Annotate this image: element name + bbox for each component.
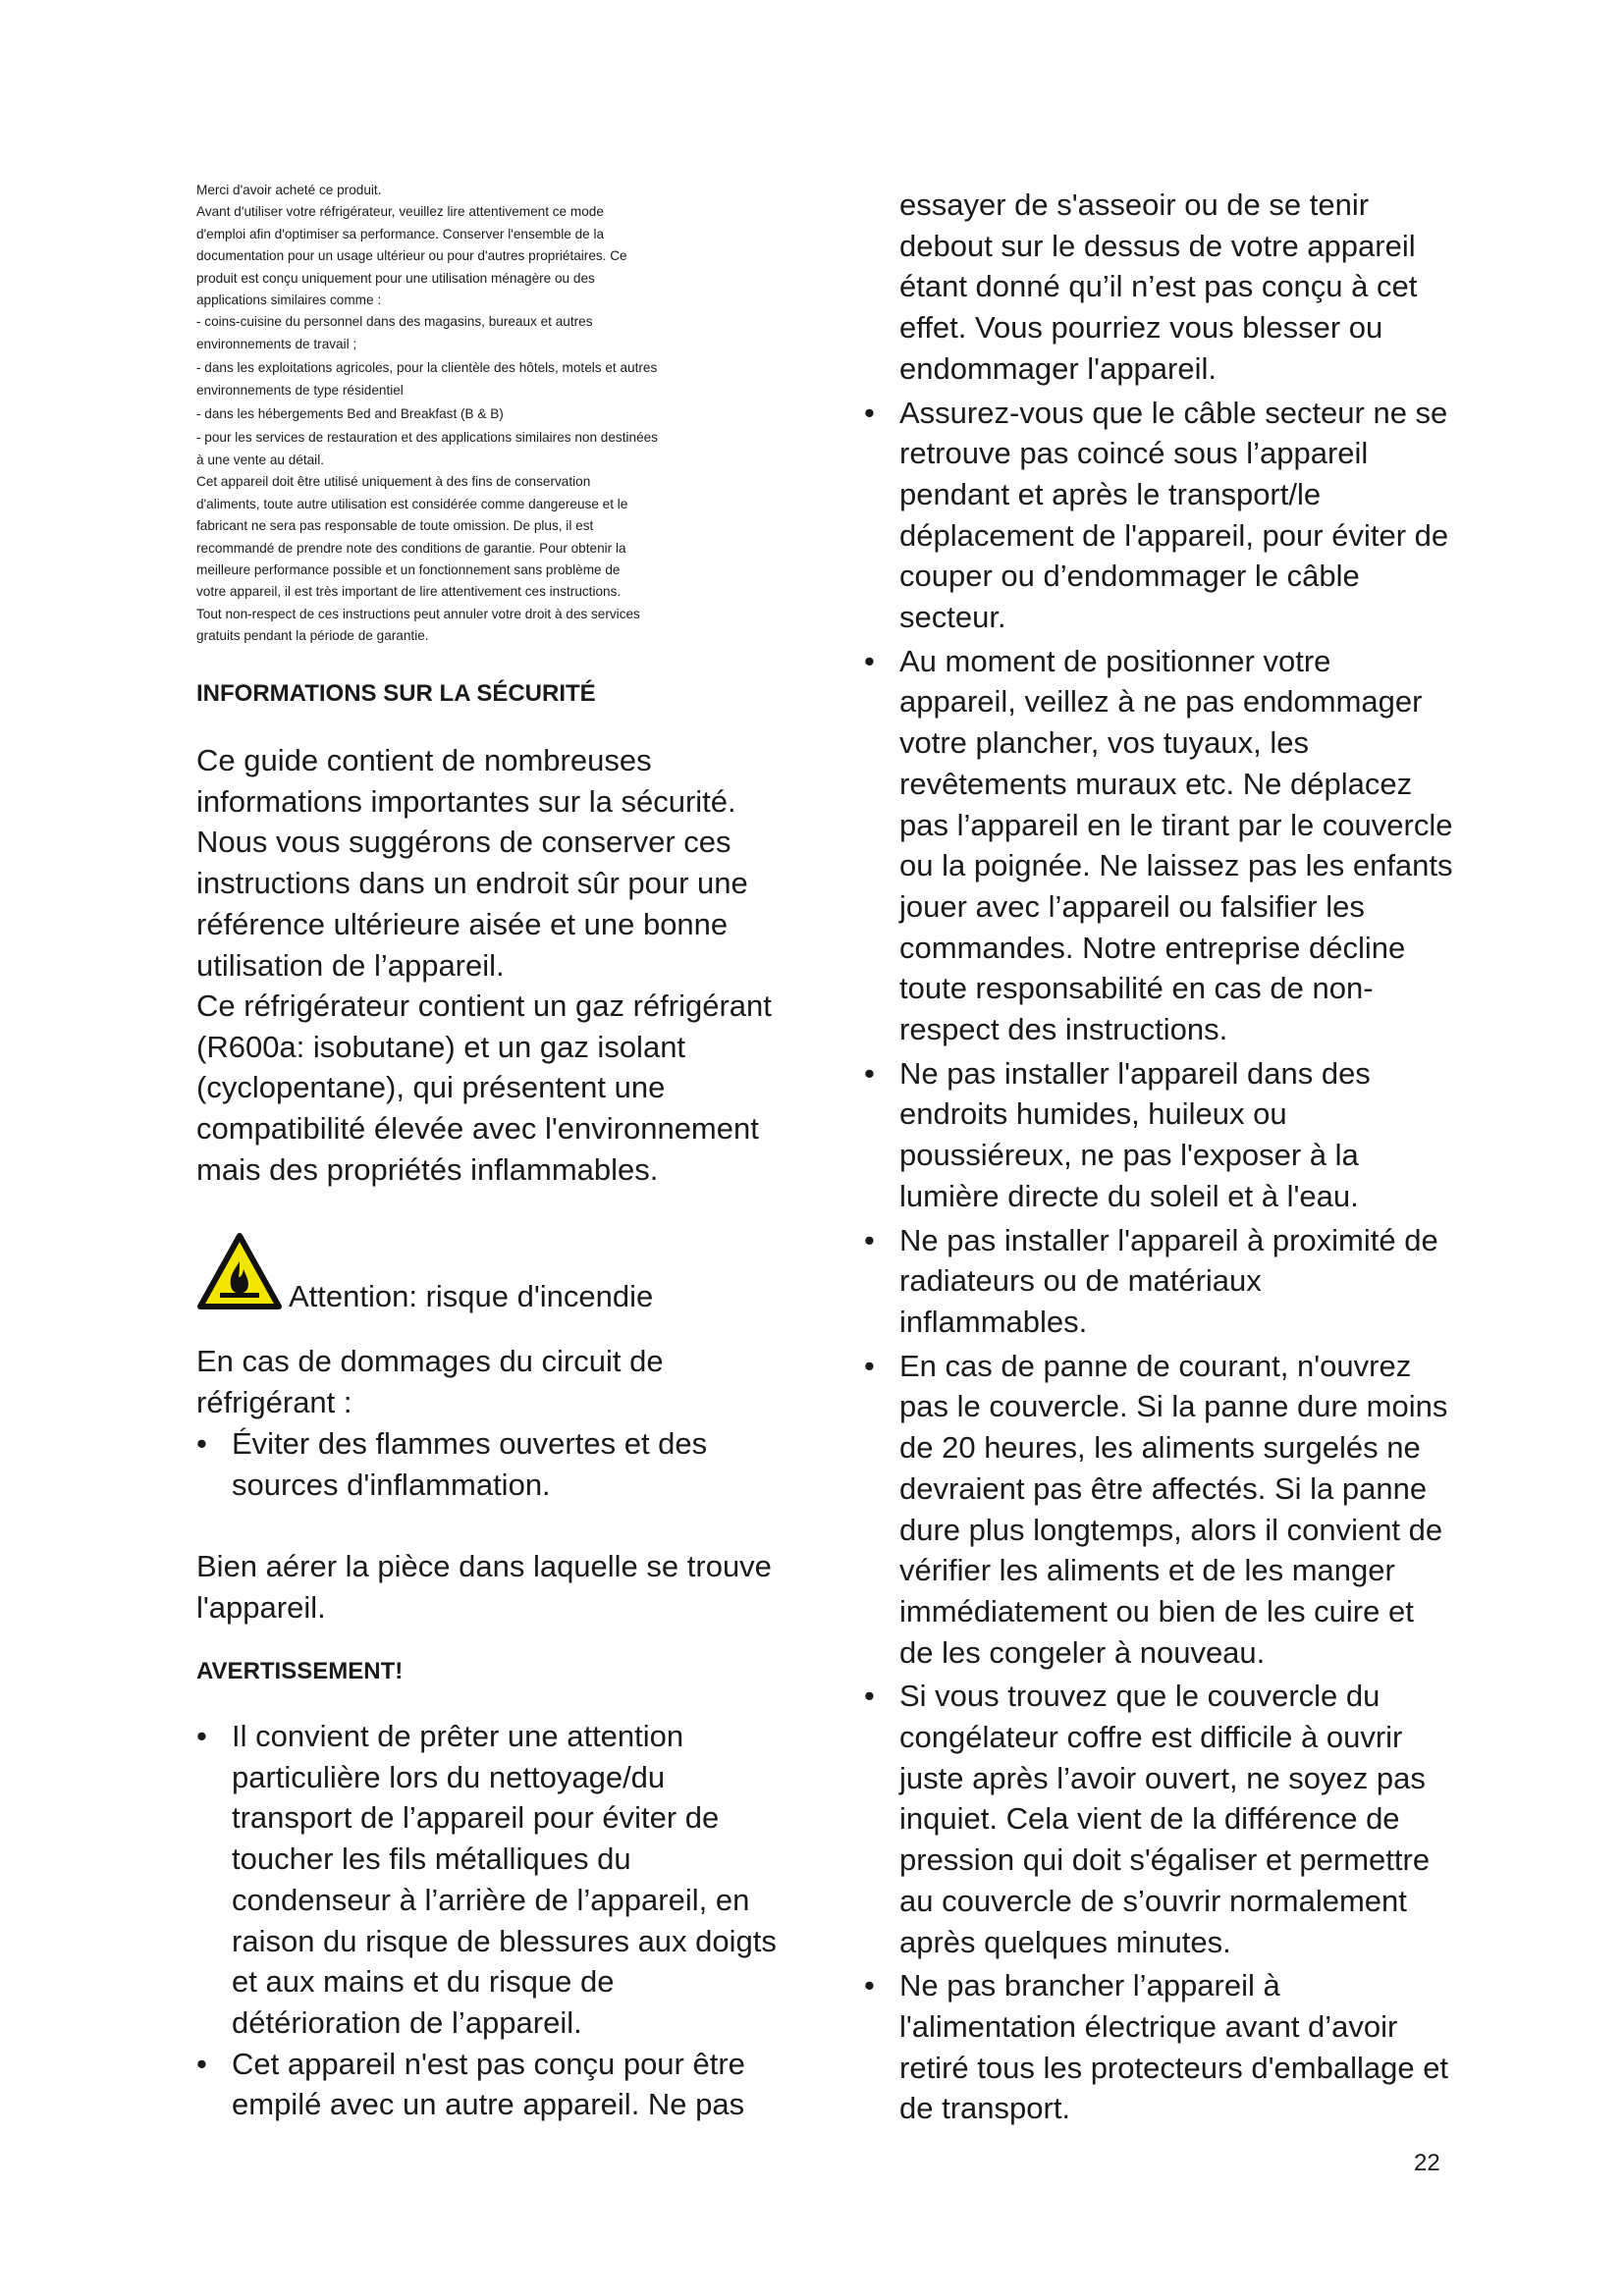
- intro-line: meilleure performance possible et un fonctionnement sans problème de: [196, 561, 621, 577]
- intro-line: à une vente au détail.: [196, 452, 324, 467]
- intro-line: votre appareil, il est très important de lire attentivement ces instructions.: [196, 584, 622, 600]
- right-bullet-list: [864, 185, 1453, 2132]
- aerate-paragraph: Bien aérer la pièce dans laquelle se trouve l'appareil.: [196, 1549, 772, 1625]
- damage-bullet-list: [196, 1423, 785, 1505]
- intro-line: applications similaires comme :: [196, 293, 382, 308]
- intro-line: produit est conçu uniquement pour une utilisation ménagère ou des: [196, 270, 595, 286]
- list-item: • Au moment de positionner votre appareil, veillez à ne pas endommager votre plancher, vos tuyaux, les revêtements muraux etc. Ne déplacez pas l’appareil en le tirant par le couvercle ou la poignée. Ne laissez pas les enfants jouer avec l’appareil ou falsifier les commandes. Notre entreprise décline toute responsabilité en cas de non-respect des instructions.: [864, 641, 1453, 1050]
- intro-line: Avant d'utiliser votre réfrigérateur, veuillez lire attentivement ce mode: [196, 204, 604, 220]
- intro-line: Tout non-respect de ces instructions peut annuler votre droit à des services: [196, 606, 640, 621]
- refrigerant-paragraph: Ce réfrigérateur contient un gaz réfrigérant (R600a: isobutane) et un gaz isolant (cyclopentane), qui présentent une compatibilité élevée avec l'environnement mais des propriétés inflammables.: [196, 988, 772, 1187]
- list-item: • Ne pas installer l'appareil à proximité de radiateurs ou de matériaux inflammables.: [864, 1220, 1453, 1343]
- intro-line: fabricant ne sera pas responsable de toute omission. De plus, il est: [196, 518, 594, 534]
- fire-warning-row: [196, 1232, 785, 1312]
- fire-warning-text: Attention: risque d'incendie: [289, 1279, 654, 1313]
- list-item: • Si vous trouvez que le couvercle du congélateur coffre est difficile à ouvrir juste après l’avoir ouvert, ne soyez pas inquiet. Cela vient de la différence de pression qui doit s'égaliser et permettre au couvercle de s’ouvrir normalement après quelques minutes.: [864, 1676, 1453, 1962]
- intro-line: - coins-cuisine du personnel dans des magasins, bureaux et autres: [196, 314, 593, 330]
- list-item: • Éviter des flammes ouvertes et des sources d'inflammation.: [196, 1423, 785, 1505]
- intro-line: recommandé de prendre note des conditions de garantie. Pour obtenir la: [196, 540, 626, 556]
- intro-line: d'aliments, toute autre utilisation est considérée comme dangereuse et le: [196, 496, 628, 511]
- intro-line: - pour les services de restauration et des applications similaires non destinées: [196, 430, 658, 446]
- guide-paragraph: Ce guide contient de nombreuses informations importantes sur la sécurité. Nous vous suggérons de conserver ces instructions dans un endroit sûr pour une référence ultérieure aisée et une bonne utilisation de l’appareil.: [196, 743, 748, 983]
- intro-line: d'emploi afin d'optimiser sa performance. Conserver l'ensemble de la: [196, 226, 605, 241]
- list-item: • Cet appareil n'est pas conçu pour être empilé avec un autre appareil. Ne pas: [196, 2044, 785, 2125]
- warning-bullet-list: [196, 1716, 785, 2125]
- page-number: 22: [1414, 2150, 1440, 2176]
- intro-line: - dans les exploitations agricoles, pour la clientèle des hôtels, motels et autres: [196, 360, 658, 376]
- intro-line: environnements de type résidentiel: [196, 382, 404, 398]
- safety-heading: INFORMATIONS SUR LA SÉCURITÉ: [196, 680, 596, 707]
- flammable-warning-icon: [196, 1232, 283, 1310]
- list-item: • En cas de panne de courant, n'ouvrez pas le couvercle. Si la panne dure moins de 20 heures, les aliments surgelés ne devraient pas être affectés. Si la panne dure plus longtemps, alors il convient de vérifier les aliments et de les manger immédiatement ou bien de les cuire et de les congeler à nouveau.: [864, 1346, 1453, 1674]
- list-item: • Ne pas brancher l’appareil à l'alimentation électrique avant d’avoir retiré tous les protecteurs d'emballage et de transport.: [864, 1965, 1453, 2129]
- warning-heading: AVERTISSEMENT!: [196, 1658, 404, 1684]
- intro-line: - dans les hébergements Bed and Breakfast (B & B): [196, 406, 504, 422]
- intro-block: [196, 180, 785, 648]
- list-item: • Ne pas installer l'appareil dans des endroits humides, huileux ou poussiéreux, ne pas l'exposer à la lumière directe du soleil et à l'eau.: [864, 1053, 1453, 1217]
- intro-line: Merci d'avoir acheté ce produit.: [196, 183, 382, 197]
- intro-line: environnements de travail ;: [196, 336, 357, 351]
- intro-line: gratuits pendant la période de garantie.: [196, 628, 429, 644]
- continued-paragraph: essayer de s'asseoir ou de se tenir debout sur le dessus de votre appareil étant donné qu’il n’est pas conçu à cet effet. Vous pourriez vous blesser ou endommager l'appareil.: [899, 187, 1418, 386]
- damage-paragraph: En cas de dommages du circuit de réfrigérant :: [196, 1344, 664, 1419]
- intro-line: Cet appareil doit être utilisé uniquement à des fins de conservation: [196, 474, 591, 490]
- list-item: • Il convient de prêter une attention particulière lors du nettoyage/du transport de l’appareil pour éviter de toucher les fils métalliques du condenseur à l’arrière de l’appareil, en raison du risque de blessures aux doigts et aux mains et du risque de détérioration de l’appareil.: [196, 1716, 785, 2044]
- list-item: • Assurez-vous que le câble secteur ne se retrouve pas coincé sous l’appareil pendant et après le transport/le déplacement de l'appareil, pour éviter de couper ou d’endommager le câble secteur.: [864, 393, 1453, 638]
- intro-line: documentation pour un usage ultérieur ou pour d'autres propriétaires. Ce: [196, 248, 627, 264]
